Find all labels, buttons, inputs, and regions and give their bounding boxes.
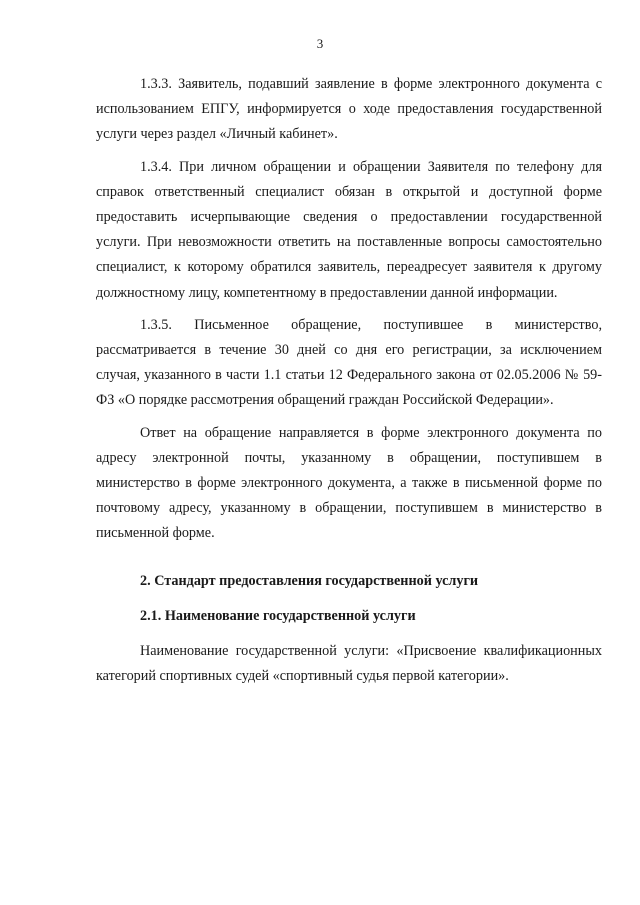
- paragraph-1-3-4: 1.3.4. При личном обращении и обращении Заявителя по телефону для справок ответственный специалист обязан в открытой и доступной форме предоставить исчерпывающие сведения о предоставлении государственной услуги. При невозможности ответить на поставленные вопросы самостоятельно специалист, к которому обратился заявитель, переадресует заявителя к другому должностному лицу, компетентному в предоставлении данной информации.: [96, 158, 602, 301]
- document-body: [96, 72, 602, 689]
- paragraph-answer: Ответ на обращение направляется в форме электронного документа по адресу электронной почты, указанному в обращении, поступившем в министерство в форме электронного документа, а также в письменной форме по почтовому адресу, указанному в обращении, поступившем в министерство в письменной форме.: [96, 424, 602, 542]
- paragraph-1-3-3: 1.3.3. Заявитель, подавший заявление в форме электронного документа с использованием ЕПГУ, информируется о ходе предоставления государственной услуги через раздел «Личный кабинет».: [96, 76, 602, 143]
- page-number: 3: [316, 36, 324, 51]
- heading-section-2-1: 2.1. Наименование государственной услуги: [140, 607, 416, 624]
- heading-section-2: 2. Стандарт предоставления государственной услуги: [140, 572, 479, 589]
- paragraph-service-name: Наименование государственной услуги: «Присвоение квалификационных категорий спортивных судей «спортивный судья первой категории».: [96, 643, 602, 685]
- paragraph-1-3-5: 1.3.5. Письменное обращение, поступившее в министерство, рассматривается в течение 30 дней со дня его регистрации, за исключением случая, указанного в части 1.1 статьи 12 Федерального закона от 02.05.2006 № 59-ФЗ «О порядке рассмотрения обращений граждан Российской Федерации».: [96, 316, 602, 409]
